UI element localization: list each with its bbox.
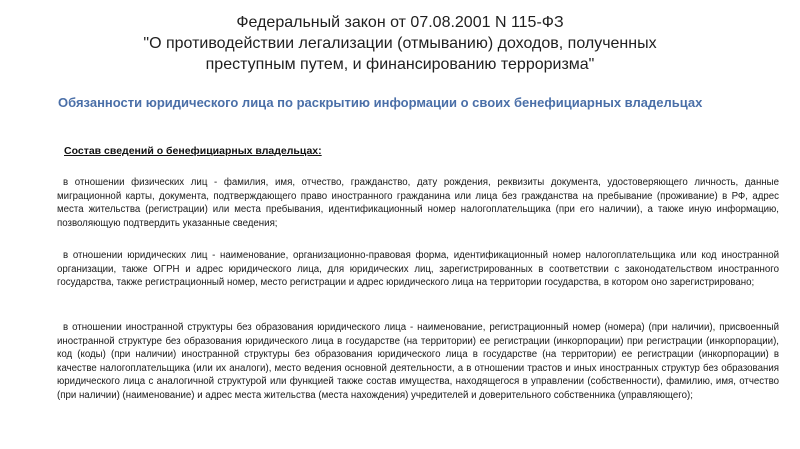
title-line-2: "О противодействии легализации (отмыванию) доходов, полученных bbox=[143, 35, 657, 52]
paragraph-legal-entities: в отношении юридических лиц - наименование, организационно-правовая форма, идентификационный номер налогоплательщика или код иностранной организации, также ОГРН и адрес юридического лица, для юридических лиц, зарегистрированных в соответствии с законодательством иностранного государства, также регистрационный номер, место регистрации и адрес юридического лица на территории государства, в котором оно зарегистрировано; bbox=[57, 250, 779, 288]
paragraph-individuals: в отношении физических лиц - фамилия, имя, отчество, гражданство, дату рождения, реквизиты документа, удостоверяющего личность, данные миграционной карты, документа, подтверждающего право иностранного гражданина или лица без гражданства на пребывание (проживание) в РФ, адрес места жительства (регистрации) или места пребывания, идентификационный номер налогоплательщика (при его наличии), а также иную информацию, позволяющую подтвердить указанные сведения; bbox=[57, 177, 779, 229]
title-line-3: преступным путем, и финансированию терроризма" bbox=[205, 56, 595, 73]
slide-title bbox=[60, 12, 740, 75]
section-heading: Состав сведений о бенефициарных владельцах: bbox=[64, 145, 322, 157]
title-line-1: Федеральный закон от 07.08.2001 N 115-ФЗ bbox=[236, 14, 564, 31]
slide-subtitle: Обязанности юридического лица по раскрытию информации о своих бенефициарных владельцах bbox=[58, 95, 703, 110]
paragraph-foreign-structures: в отношении иностранной структуры без образования юридического лица - наименование, регистрационный номер (номера) (при наличии), присвоенный иностранной структуре без образования юридического лица в государстве (на территории) ее регистрации (инкорпорации) при регистрации (инкорпорации), код (коды) (при наличии) иностранной структуры без образования юридического лица в государстве (на территории) ее регистрации (инкорпорации) в качестве налогоплательщика (или их аналоги), место ведения основной деятельности, а в отношении трастов и иных иностранных структур без образования юридического лица с аналогичной структурой или функцией также состав имущества, находящегося в управлении (собственности), фамилию, имя, отчество (при наличии) (наименование) и адрес места жительства (места нахождения) учредителей и доверительного собственника (управляющего); bbox=[57, 322, 779, 401]
